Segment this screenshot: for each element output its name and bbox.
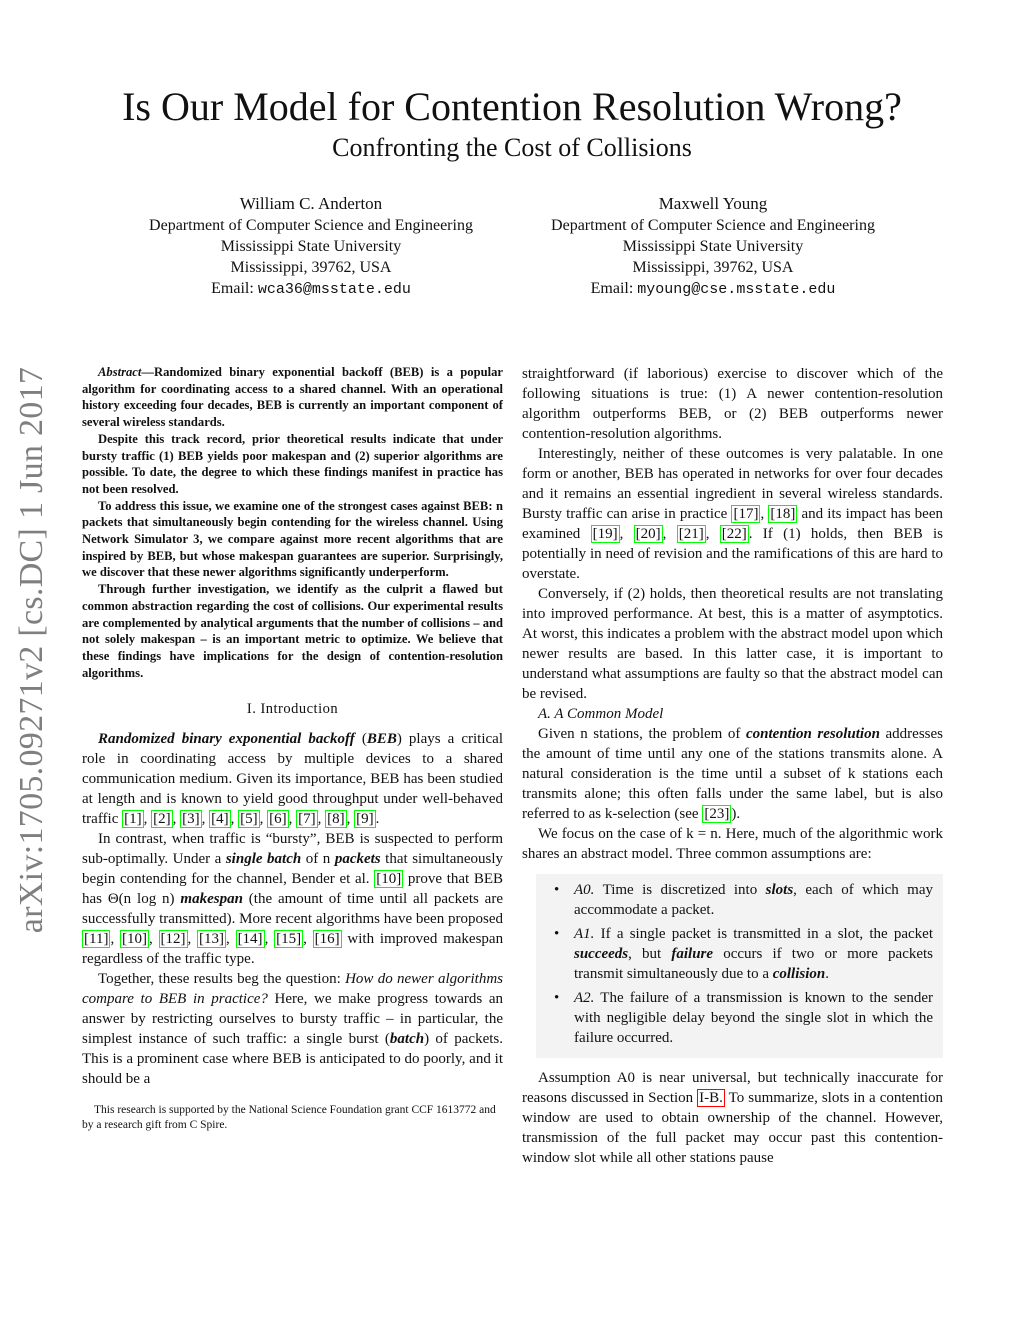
citation-link[interactable]: [17]	[733, 506, 759, 522]
abstract	[82, 364, 503, 681]
citation-link[interactable]: [8]	[327, 811, 345, 828]
citation-link[interactable]: [21]	[678, 526, 704, 542]
paper-subtitle: Confronting the Cost of Collisions	[332, 133, 692, 162]
abstract-paragraph: Despite this track record, prior theoretical results indicate that under bursty traffic (1) BEB yields poor makespan and (2) superior algorithms are possible. To date, the degree to which these findings manifest in practice has not been resolved.	[82, 431, 503, 496]
footnote: This research is supported by the National Science Foundation grant CCF 1613772 and by a research gift from C Spire.	[82, 1104, 496, 1132]
assumption-item: • A2. The failure of a transmission is known to the sender with negligible delay beyond the single slot in which the failure occurred.	[546, 988, 933, 1048]
abstract-paragraph: Abstract—Randomized binary exponential backoff (BEB) is a popular algorithm for coordinating access to a shared channel. With an operational history exceeding four decades, BEB is currently an important component of several wireless standards.	[82, 365, 503, 430]
right-paragraph-6: Assumption A0 is near universal, but technically inaccurate for reasons discussed in Section I-B. To summarize, slots in a contention window are used to obtain ownership of the channel. However, transmission of the full packet may occur past this contention-window slot while all other stations pause	[522, 1070, 944, 1166]
citation-link[interactable]: [1]	[124, 811, 142, 828]
left-column	[82, 364, 503, 1133]
citation-link[interactable]: [16]	[314, 931, 340, 948]
right-paragraph-3: Conversely, if (2) holds, then theoretical results are not translating into improved performance. At best, this is a matter of asymptotics. At worst, this indicates a problem with the abstract model upon which newer results are based. In this latter case, it is important to understand what assumptions are faulty so that the abstract model can be revised.	[522, 586, 943, 702]
right-paragraph-2: Interestingly, neither of these outcomes is very palatable. In one form or another, BEB has operated in networks for over four decades and it remains an essential ingredient in several wireless standards. Bursty traffic can arise in practice [17] , [18] and its impact has been examined [19] , [20] , [21] , [22] . If (1) holds, then BEB is potentially in need of revision and the ramifications of this are hard to overstate.	[522, 446, 944, 582]
citation-link[interactable]: [4]	[211, 811, 229, 828]
citation-link[interactable]: [22]	[721, 526, 747, 542]
citation-link[interactable]: [12]	[160, 931, 186, 948]
author-block-2	[523, 193, 903, 300]
author-email-line	[523, 278, 903, 300]
author-email-line	[121, 278, 501, 300]
right-paragraph-4: Given n stations, the problem of contention resolution addresses the amount of time until any one of the stations transmits alone. A natural consideration is the time until a subset of k stations each transmits alone; this often falls under the same label, but is also referred to as k-selection (see [23] ).	[522, 726, 943, 822]
citation-link[interactable]: [23]	[704, 806, 730, 822]
author-name: Maxwell Young	[658, 194, 768, 213]
paper-title: Is Our Model for Contention Resolution Wrong?	[122, 84, 902, 129]
citation-link[interactable]: [11]	[84, 931, 109, 948]
author-email[interactable]: myoung@cse.msstate.edu	[637, 281, 836, 298]
citation-link[interactable]: [19]	[592, 526, 618, 542]
abstract-label: Abstract	[98, 365, 142, 379]
abstract-paragraph: To address this issue, we examine one of the strongest cases against BEB: n packets that simultaneously begin contending for the wireless channel. Using Network Simulator 3, we compare against more recent algorithms that are inspired by BEB, but whose makespan guarantees are superior. Surprisingly, we discover that these newer algorithms significantly underperform.	[82, 498, 503, 580]
author-location: Mississippi, 39762, USA	[632, 259, 794, 276]
citation-link[interactable]: [3]	[182, 811, 200, 828]
intro-paragraph-3: Together, these results beg the question: How do newer algorithms compare to BEB in practice? Here, we make progress towards an answer by restricting ourselves to bursty traffic – in particular, the simplest instance of such traffic: a single burst (batch) of packets. This is a prominent case where BEB is anticipated to do poorly, and it should be a	[82, 971, 504, 1088]
arxiv-sidebar	[2, 360, 62, 940]
citation-link[interactable]: [15]	[276, 931, 302, 948]
right-column	[522, 364, 943, 1168]
intro-paragraph-2: In contrast, when traffic is “bursty”, BEB is suspected to perform sub-optimally. Under a single batch of n packets that simultaneously begin contending for the channel, Bender et al. [10] prove that BEB has Θ(n log n) makespan (the amount of time until all packets are successfully transmitted). More recent algorithms have been proposed [11] , [10] , [12] , [13] , [14] , [15] , [16] with improved makespan regardless of the traffic type.	[82, 831, 504, 968]
citation-link[interactable]: [20]	[635, 526, 661, 542]
arxiv-identifier: arXiv:1705.09271v2 [cs.DC] 1 Jun 2017	[13, 366, 50, 934]
citation-link[interactable]: [5]	[240, 811, 258, 828]
author-location: Mississippi, 39762, USA	[230, 259, 392, 276]
author-university: Mississippi State University	[220, 238, 402, 255]
subsection-heading-common-model: A. A Common Model	[538, 706, 664, 722]
section-link[interactable]: I-B.	[699, 1090, 723, 1106]
author-university: Mississippi State University	[622, 238, 804, 255]
citation-link[interactable]: [2]	[153, 811, 171, 828]
citation-link[interactable]: [7]	[298, 811, 316, 828]
citation-link[interactable]: [14]	[237, 931, 263, 948]
email-label: Email:	[590, 280, 634, 297]
citation-link[interactable]: [10]	[376, 871, 402, 888]
assumptions-box	[536, 874, 943, 1058]
assumption-item: • A1. If a single packet is transmitted in a slot, the packet succeeds, but failure occurs if two or more packets transmit simultaneously due to a collision.	[546, 924, 933, 984]
intro-paragraph-1: Randomized binary exponential backoff (BEB) plays a critical role in coordinating access by multiple devices to a shared communication medium. Given its importance, BEB has been studied at length and is known to yield good throughput under well-behaved traffic [1] , [2] , [3] , [4] , [5] , [6] , [7] , [8] , [9] .	[82, 731, 503, 828]
citation-link[interactable]: [13]	[199, 931, 225, 948]
assumption-item: • A0. Time is discretized into slots, each of which may accommodate a packet.	[546, 880, 933, 920]
right-paragraph-1: straightforward (if laborious) exercise to discover which of the following situations is true: (1) A newer contention-resolution algorithm outperforms BEB, or (2) BEB outperforms newer contention-resolution algorithms.	[522, 366, 943, 442]
author-email[interactable]: wca36@msstate.edu	[257, 281, 411, 298]
email-label: Email:	[211, 280, 254, 297]
citation-link[interactable]: [9]	[356, 811, 374, 828]
citation-link[interactable]: [18]	[770, 506, 796, 522]
citation-link[interactable]: [6]	[269, 811, 287, 828]
right-paragraph-5: We focus on the case of k = n. Here, much of the algorithmic work shares an abstract model. Three common assumptions are:	[522, 826, 943, 862]
author-department: Department of Computer Science and Engineering	[149, 217, 473, 234]
assumptions-list	[546, 880, 933, 1048]
section-heading-introduction: I. Introduction	[246, 701, 339, 718]
citation-link[interactable]: [10]	[121, 931, 147, 948]
abstract-paragraph: Through further investigation, we identify as the culprit a flawed but common abstraction regarding the cost of collisions. Our experimental results are complemented by analytical arguments that the number of collisions – and not solely makespan – is an important metric to optimize. We believe that these findings have implications for the design of contention-resolution algorithms.	[82, 582, 503, 680]
author-name: William C. Anderton	[239, 194, 383, 213]
author-block-1	[121, 193, 501, 300]
author-department: Department of Computer Science and Engineering	[551, 217, 875, 234]
